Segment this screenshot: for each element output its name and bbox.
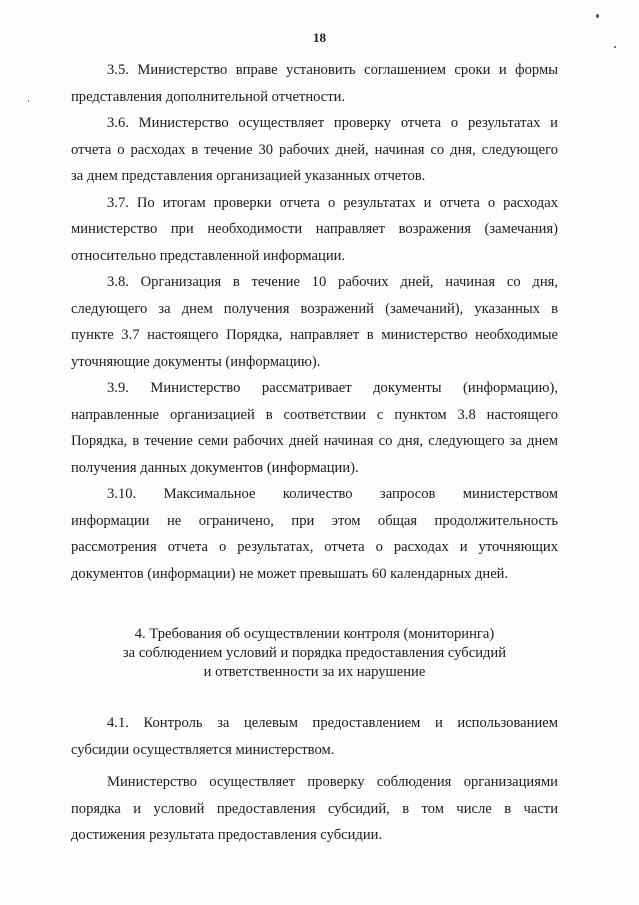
page-number: 18 — [313, 30, 326, 45]
paragraph-line: следующего за днем получения возражений (замечаний), указанных в — [71, 300, 558, 317]
paragraph-line: уточняющие документы (информацию). — [71, 353, 321, 370]
paragraph-3-9 — [71, 375, 558, 481]
paragraph-line: отчета о расходах в течение 30 рабочих дней, начиная со дня, следующего — [71, 141, 558, 158]
paragraph-line: пункте 3.7 настоящего Порядка, направляет в министерство необходимые — [71, 327, 558, 343]
paragraph-4-1 — [71, 710, 558, 763]
paragraph-line: представления дополнительной отчетности. — [71, 88, 346, 105]
paragraph-line: за днем представления организацией указанных отчетов. — [71, 168, 426, 184]
paragraph-line: направленные организацией в соответствии с пунктом 3.8 настоящего — [71, 406, 558, 423]
section-title-line: за соблюдением условий и порядка предоставления субсидий — [122, 645, 507, 661]
paragraph-line: Министерство осуществляет проверку соблюдения организациями — [107, 774, 558, 790]
paragraph-line: получения данных документов (информации). — [71, 459, 359, 476]
paragraph-line: 3.9. Министерство рассматривает документы (информацию), — [107, 380, 558, 396]
paragraph-line: 3.6. Министерство осуществляет проверку отчета о результатах и — [107, 115, 558, 131]
section-title-line: 4. Требования об осуществлении контроля (мониторинга) — [134, 626, 495, 642]
section-title-line: и ответственности за их нарушение — [203, 664, 426, 680]
paragraph-line: субсидии осуществляется министерством. — [71, 741, 335, 758]
paragraph-3-7 — [71, 190, 558, 270]
paragraph-line: 3.10. Максимальное количество запросов министерством — [107, 486, 558, 502]
paragraph-line: 4.1. Контроль за целевым предоставлением и использованием — [107, 715, 558, 731]
paragraph-4-1-monitoring — [71, 769, 558, 849]
paragraph-line: относительно представленной информации. — [71, 247, 346, 264]
paragraph-line: достижения результата предоставления субсидии. — [71, 827, 383, 843]
paragraph-line: 3.7. По итогам проверки отчета о результатах и отчета о расходах — [107, 194, 558, 211]
paragraph-line: рассмотрения отчета о результатах, отчета о расходах и уточняющих — [71, 539, 558, 555]
paragraph-line: 3.8. Организация в течение 10 рабочих дней, начиная со дня, — [107, 274, 558, 290]
paragraph-3-8 — [71, 269, 558, 375]
paragraph-line: порядка и условий предоставления субсидий, в том числе в части — [71, 800, 558, 817]
scan-speck — [614, 46, 616, 48]
scan-speck — [596, 14, 599, 18]
paragraph-line: 3.5. Министерство вправе установить соглашением сроки и формы — [107, 62, 558, 78]
section-4-title — [71, 625, 558, 682]
paragraph-line: документов (информации) не может превышать 60 календарных дней. — [71, 565, 509, 582]
paragraph-line: информации не ограничено, при этом общая продолжительность — [71, 512, 558, 529]
paragraph-3-5 — [71, 57, 558, 110]
scan-speck — [28, 100, 29, 102]
paragraph-3-10 — [71, 481, 558, 587]
paragraph-line: Порядка, в течение семи рабочих дней начиная со дня, следующего за днем — [71, 433, 558, 449]
paragraph-line: министерство при необходимости направляет возражения (замечания) — [71, 221, 558, 237]
document-body — [71, 57, 558, 849]
paragraph-3-6 — [71, 110, 558, 190]
